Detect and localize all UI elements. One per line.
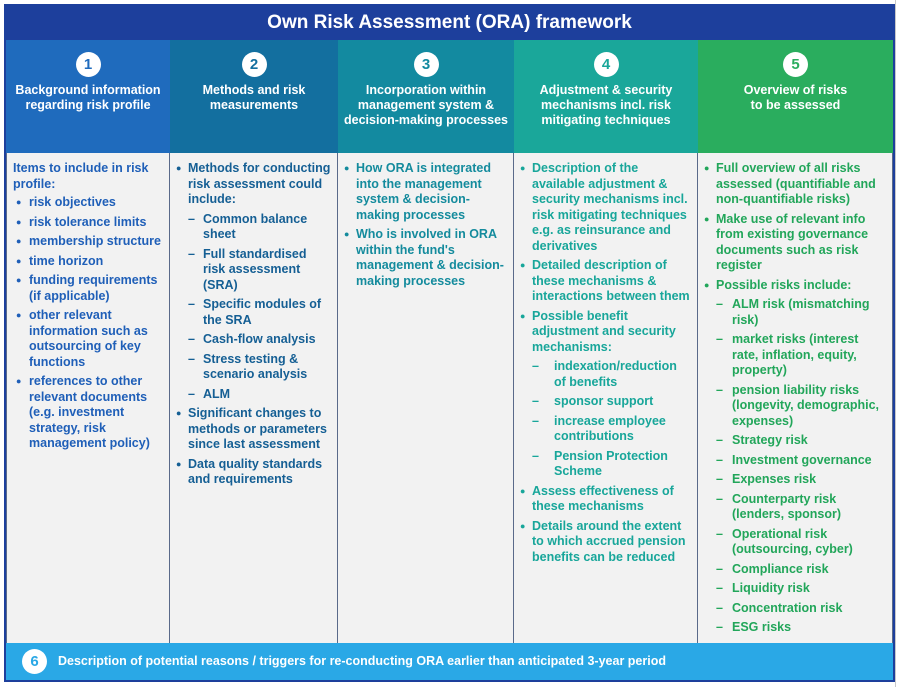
- list-item: [13, 234, 163, 250]
- list-item-text: Full overview of all risks assessed (quantifiable and non-quantifiable risks): [716, 161, 876, 206]
- sub-list-item: – Compliance risk: [716, 562, 886, 578]
- list-item: [176, 161, 331, 402]
- list-item: [704, 212, 886, 274]
- list-item: [520, 258, 691, 305]
- list-item-text: Significant changes to methods or parameters since last assessment: [188, 406, 327, 451]
- list-item: [520, 519, 691, 566]
- step-number-4: 4: [594, 52, 619, 77]
- sub-item-list: [188, 212, 331, 403]
- item-list: [13, 195, 163, 452]
- sub-list-item: – increase employee contributions: [532, 414, 691, 445]
- list-item-text: Methods for conducting risk assessment could include:: [188, 161, 331, 206]
- sub-list-item: – Stress testing & scenario analysis: [188, 352, 331, 383]
- sub-list-item: – Full standardised risk assessment (SRA): [188, 247, 331, 294]
- list-item-text: risk objectives: [29, 195, 116, 209]
- footer-banner: [6, 643, 893, 680]
- column-header-2: [170, 40, 338, 153]
- sub-item-list: [716, 297, 886, 636]
- footer-text: Description of potential reasons / triggers for re-conducting ORA earlier than anticipated 3-year period: [58, 654, 666, 668]
- sub-list-item: – Expenses risk: [716, 472, 886, 488]
- step-number-3: 3: [414, 52, 439, 77]
- list-item-text: risk tolerance limits: [29, 214, 147, 229]
- column-lead-text: Items to include in risk profile:: [13, 161, 149, 191]
- column-header-label: Incorporation within management system & decision-making processes: [344, 83, 508, 127]
- ora-framework-diagram: [4, 4, 895, 682]
- sub-list-item: – ALM: [188, 387, 331, 403]
- list-item: [176, 406, 331, 453]
- item-list: [520, 161, 691, 565]
- list-item: [13, 215, 163, 231]
- list-item-text: funding requirements (if applicable): [29, 273, 158, 303]
- list-item: [344, 161, 507, 223]
- column-body-4: [514, 153, 698, 643]
- column-header-label: Background information regarding risk profile: [15, 83, 161, 112]
- column-headers: [6, 40, 893, 153]
- sub-list-item: – Concentration risk: [716, 601, 886, 617]
- item-list: [704, 161, 886, 636]
- list-item-text: Description of the available adjustment & security mechanisms incl. risk mitigating techniques e.g. as reinsurance and derivatives: [532, 161, 688, 253]
- column-body-5: [698, 153, 893, 643]
- list-item: [704, 278, 886, 636]
- step-number-5: 5: [783, 52, 808, 77]
- diagram-title: Own Risk Assessment (ORA) framework: [6, 6, 893, 40]
- list-item: [520, 484, 691, 515]
- list-item-text: Make use of relevant info from existing governance documents such as risk register: [716, 211, 869, 272]
- sub-list-item: – sponsor support: [532, 394, 691, 410]
- list-item: [344, 227, 507, 289]
- sub-item-list: [532, 359, 691, 480]
- list-item-text: Detailed description of these mechanisms & interactions between them: [532, 258, 690, 303]
- column-body-3: [338, 153, 514, 643]
- list-item: [520, 161, 691, 254]
- sub-list-item: – ESG risks: [716, 620, 886, 636]
- step-number-2: 2: [242, 52, 267, 77]
- list-item-text: Data quality standards and requirements: [188, 456, 323, 486]
- list-item: [13, 195, 163, 211]
- list-item-text: Details around the extent to which accrued pension benefits can be reduced: [532, 518, 686, 564]
- step-number-6: 6: [22, 649, 47, 674]
- item-list: [344, 161, 507, 289]
- sub-list-item: – Operational risk (outsourcing, cyber): [716, 527, 886, 558]
- sub-list-item: – Common balance sheet: [188, 212, 331, 243]
- page-edge-line: [895, 0, 896, 687]
- step-number-1: 1: [76, 52, 101, 77]
- sub-list-item: – Specific modules of the SRA: [188, 297, 331, 328]
- list-item: [13, 254, 163, 270]
- sub-list-item: – indexation/reduction of benefits: [532, 359, 691, 390]
- sub-list-item: – Cash-flow analysis: [188, 332, 331, 348]
- column-header-1: [6, 40, 170, 153]
- list-item-text: Possible risks include:: [716, 277, 852, 292]
- column-header-4: [514, 40, 698, 153]
- sub-list-item: – ALM risk (mismatching risk): [716, 297, 886, 328]
- list-item-text: Assess effectiveness of these mechanisms: [532, 483, 674, 513]
- list-item-text: How ORA is integrated into the management system & decision-making processes: [356, 161, 491, 222]
- list-item: [520, 309, 691, 480]
- column-header-3: [338, 40, 514, 153]
- list-item: [13, 374, 163, 452]
- sub-list-item: – pension liability risks (longevity, demographic, expenses): [716, 383, 886, 430]
- list-item-text: references to other relevant documents (e.g. investment strategy, risk management policy): [29, 374, 150, 450]
- sub-list-item: – Liquidity risk: [716, 581, 886, 597]
- list-item-text: other relevant information such as outsourcing of key functions: [29, 308, 148, 369]
- list-item-text: Who is involved in ORA within the fund's management & decision-making processes: [356, 227, 504, 288]
- sub-list-item: – Strategy risk: [716, 433, 886, 449]
- list-item: [13, 273, 163, 304]
- item-list: [176, 161, 331, 488]
- column-body-1: [6, 153, 170, 643]
- column-header-label: Adjustment & security mechanisms incl. risk mitigating techniques: [539, 83, 673, 127]
- list-item-text: Possible benefit adjustment and security mechanisms:: [532, 308, 676, 354]
- sub-list-item: – Investment governance: [716, 453, 886, 469]
- list-item-text: time horizon: [29, 253, 104, 268]
- sub-list-item: – Counterparty risk (lenders, sponsor): [716, 492, 886, 523]
- column-header-5: [698, 40, 893, 153]
- sub-list-item: – market risks (interest rate, inflation, equity, property): [716, 332, 886, 379]
- sub-list-item: – Pension Protection Scheme: [532, 449, 691, 480]
- column-header-label: Methods and risk measurements: [202, 83, 306, 112]
- list-item-text: membership structure: [29, 234, 161, 248]
- column-bodies: [6, 153, 893, 643]
- list-item: [176, 457, 331, 488]
- column-header-label: Overview of risks to be assessed: [743, 83, 848, 112]
- list-item: [704, 161, 886, 208]
- column-body-2: [170, 153, 338, 643]
- list-item: [13, 308, 163, 370]
